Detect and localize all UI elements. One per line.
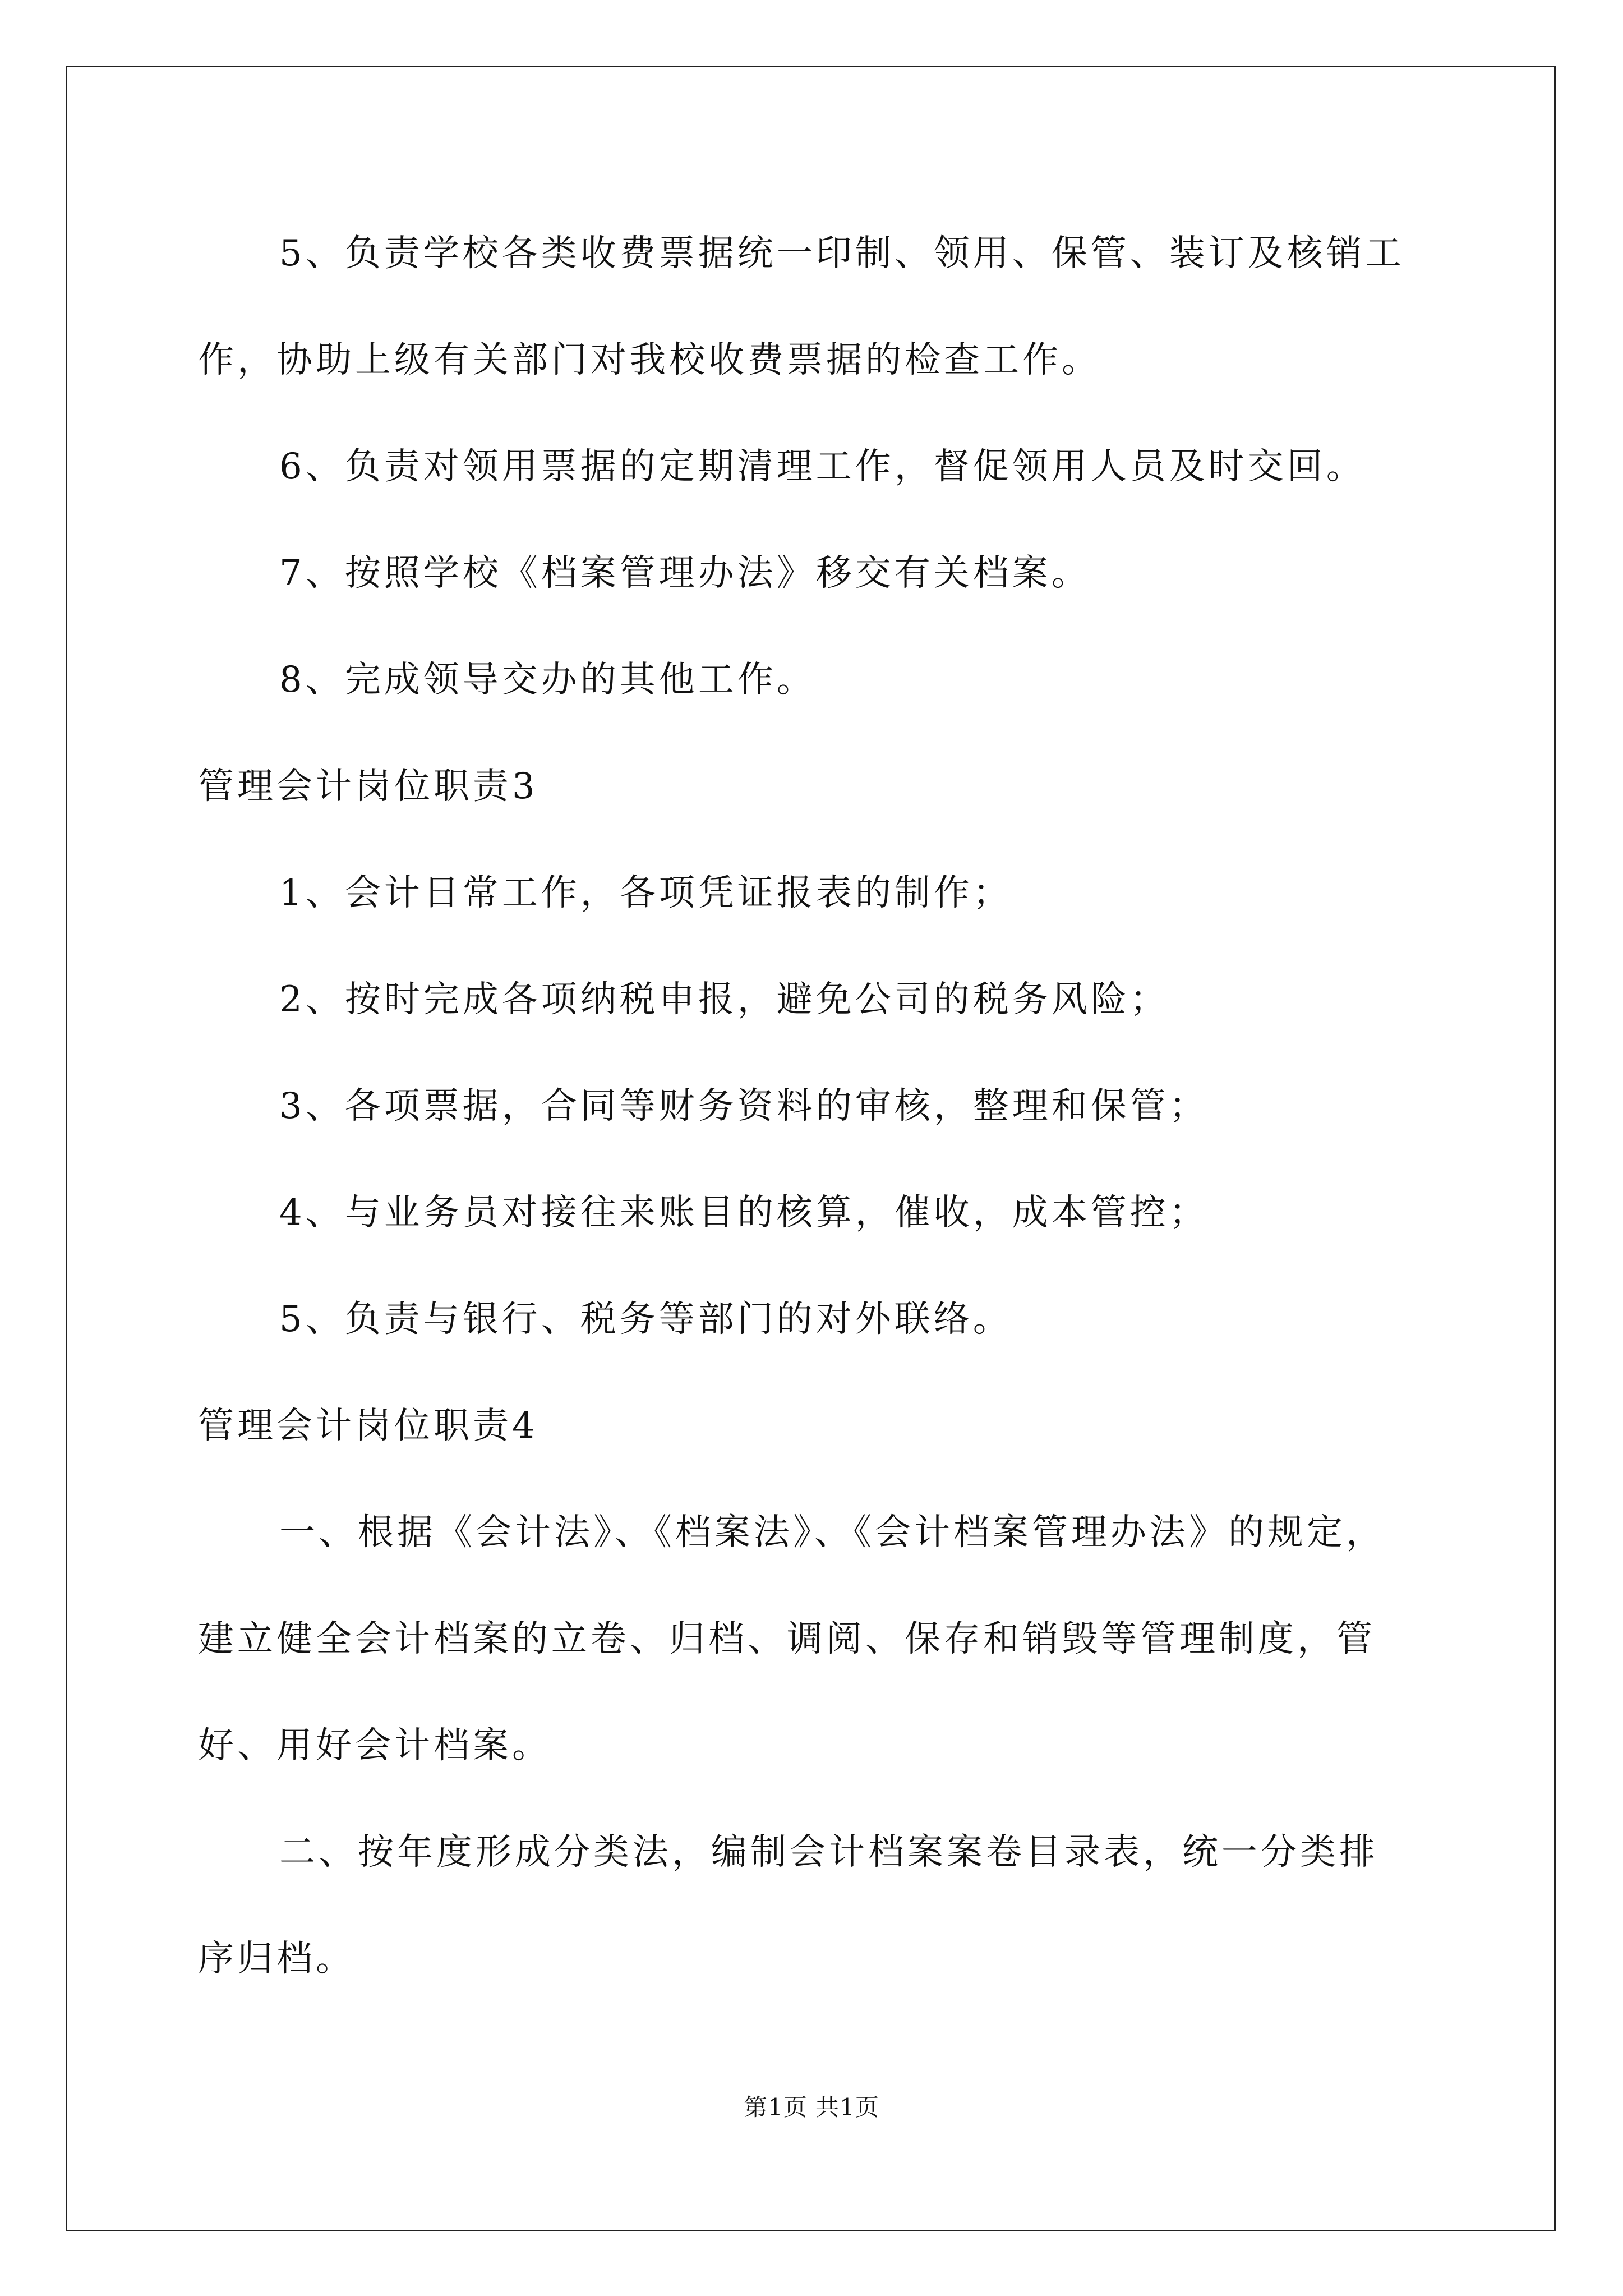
paragraph-line: 8、完成领导交办的其他工作。 xyxy=(279,659,816,701)
paragraph-line: 好、用好会计档案。 xyxy=(198,1725,551,1766)
paragraph-line: 作，协助上级有关部门对我校收费票据的检查工作。 xyxy=(198,339,1101,381)
paragraph-line: 1、会计日常工作，各项凭证报表的制作； xyxy=(279,872,1012,914)
paragraph-line: 3、各项票据，合同等财务资料的审核，整理和保管； xyxy=(279,1085,1209,1127)
paragraph-line: 一、根据《会计法》、《档案法》、《会计档案管理办法》的规定， xyxy=(279,1512,1385,1553)
paragraph-line: 7、按照学校《档案管理办法》移交有关档案。 xyxy=(279,553,1091,594)
paragraph-line: 5、负责与银行、税务等部门的对外联络。 xyxy=(279,1299,1012,1340)
paragraph-line: 二、按年度形成分类法，编制会计档案案卷目录表，统一分类排 xyxy=(279,1832,1378,1873)
page-footer: 第1页 共1页 xyxy=(744,2093,879,2121)
paragraph-line: 建立健全会计档案的立卷、归档、调阅、保存和销毁等管理制度，管 xyxy=(198,1618,1376,1660)
paragraph-line: 4、与业务员对接往来账目的核算，催收，成本管控； xyxy=(279,1192,1209,1234)
paragraph-line: 2、按时完成各项纳税申报，避免公司的税务风险； xyxy=(279,979,1169,1020)
paragraph-line: 5、负责学校各类收费票据统一印制、领用、保管、装订及核销工 xyxy=(279,233,1405,274)
section-heading: 管理会计岗位职责4 xyxy=(198,1405,538,1447)
section-heading: 管理会计岗位职责3 xyxy=(198,766,538,807)
paragraph-line: 6、负责对领用票据的定期清理工作，督促领用人员及时交回。 xyxy=(279,446,1366,487)
paragraph-line: 序归档。 xyxy=(198,1938,355,1980)
